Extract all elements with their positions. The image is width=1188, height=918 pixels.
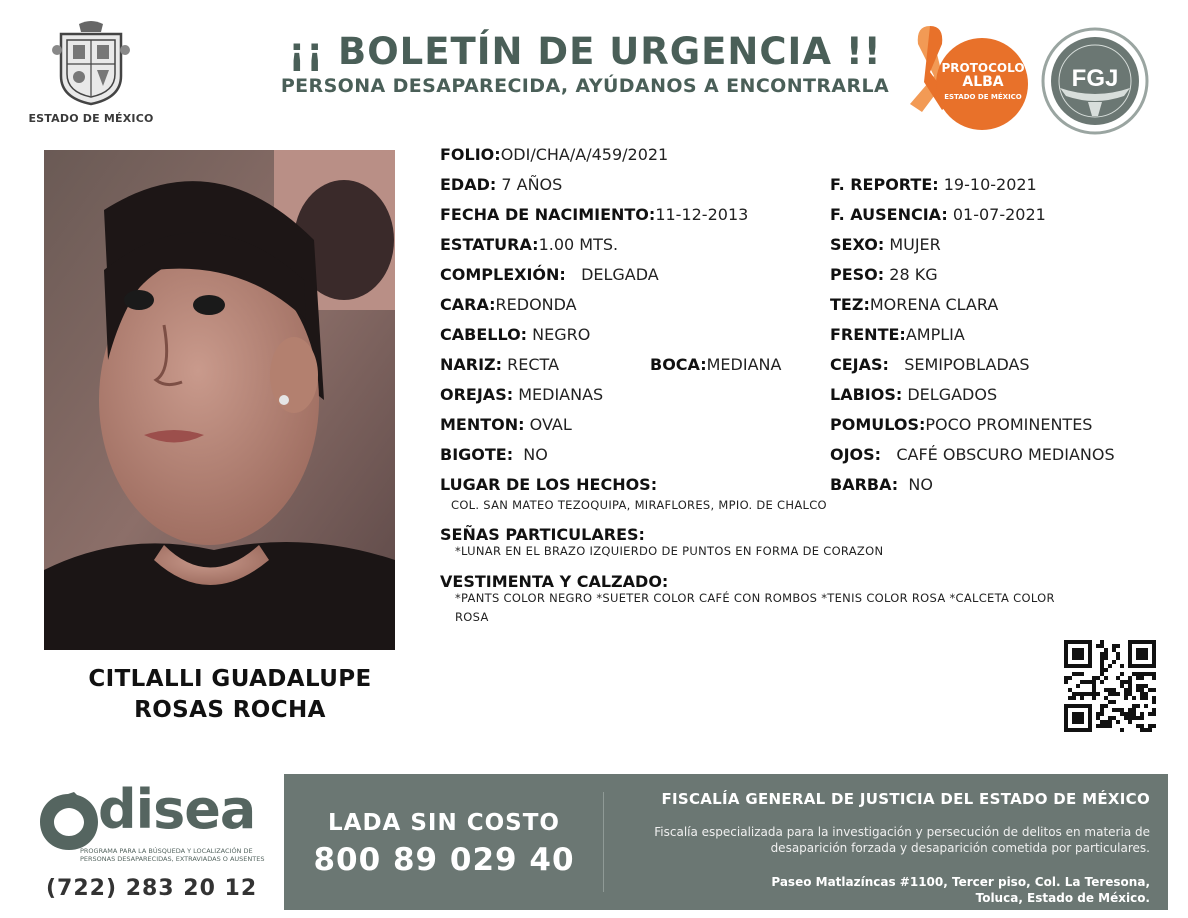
person-name (40, 664, 420, 726)
field-value: MEDIANAS (518, 385, 604, 404)
field-value: 7 AÑOS (501, 175, 563, 194)
field-frente (830, 325, 965, 344)
field-f-reporte (830, 175, 1037, 194)
bulletin-title: ¡¡ BOLETÍN DE URGENCIA !! (288, 30, 882, 73)
odisea-phone[interactable]: (722) 283 20 12 (46, 876, 258, 901)
field-pomulos (830, 415, 1092, 434)
fgj-description: Fiscalía especializada para la investigación y persecución de delitos en materia de desaparición forzada y desaparición cometida por particulares. (654, 825, 1150, 855)
field-value: REDONDA (495, 295, 577, 314)
field-value: MORENA CLARA (869, 295, 999, 314)
state-caption: ESTADO DE MÉXICO (28, 112, 154, 125)
fgj-address-line1: Paseo Matlazíncas #1100, Tercer piso, Col. La Teresona, (771, 875, 1150, 889)
field-label: OJOS: (830, 445, 882, 464)
field-label: FOLIO: (440, 145, 501, 164)
bulletin-subtitle: PERSONA DESAPARECIDA, AYÚDANOS A ENCONTRARLA (280, 75, 890, 97)
field-label: MENTON: (440, 415, 525, 434)
field-label: VESTIMENTA Y CALZADO: (440, 572, 669, 591)
field-value: NO (523, 445, 548, 464)
qr-code[interactable] (1064, 640, 1156, 732)
field-senas (440, 525, 645, 544)
field-ojos (830, 445, 1115, 464)
field-boca (650, 355, 781, 374)
field-value: DELGADOS (907, 385, 998, 404)
field-fecha-nacimiento (440, 205, 748, 224)
field-orejas (440, 385, 603, 404)
field-label: SEXO: (830, 235, 885, 254)
field-tez (830, 295, 998, 314)
field-menton (440, 415, 572, 434)
field-labios (830, 385, 997, 404)
lada-number[interactable]: 800 89 029 40 (313, 842, 575, 878)
field-sexo (830, 235, 941, 254)
odisea-description: PROGRAMA PARA LA BÚSQUEDA Y LOCALIZACIÓN DE PERSONAS DESAPARECIDAS, EXTRAVIADAS O AUSENTES (80, 847, 265, 863)
field-value: ODI/CHA/A/459/2021 (500, 145, 669, 164)
field-value: MUJER (889, 235, 941, 254)
field-label: FECHA DE NACIMIENTO: (440, 205, 656, 224)
fgj-seal (1040, 26, 1150, 136)
field-label: F. REPORTE: (830, 175, 939, 194)
field-value: 19-10-2021 (943, 175, 1037, 194)
field-label: OREJAS: (440, 385, 514, 404)
odisea-logo (34, 778, 274, 909)
alba-line1: PROTOCOLO (941, 61, 1025, 75)
fgj-seal-icon (1040, 26, 1150, 136)
field-folio (440, 145, 668, 164)
field-cabello (440, 325, 590, 344)
field-label: EDAD: (440, 175, 497, 194)
field-estatura (440, 235, 618, 254)
field-value: SEMIPOBLADAS (904, 355, 1030, 374)
field-value: MEDIANA (706, 355, 782, 374)
field-value: 28 KG (889, 265, 938, 284)
field-barba (830, 475, 933, 494)
qr-code-icon (1064, 640, 1156, 732)
field-value: RECTA (507, 355, 560, 374)
fgj-seal-letters: FGJ (1071, 65, 1119, 92)
contact-band (284, 774, 1168, 910)
field-cejas (830, 355, 1030, 374)
field-value: POCO PROMINENTES (925, 415, 1093, 434)
field-label: CEJAS: (830, 355, 889, 374)
state-coat-of-arms-icon (51, 20, 131, 106)
field-value: 1.00 MTS. (538, 235, 619, 254)
field-peso (830, 265, 938, 284)
field-f-ausencia (830, 205, 1046, 224)
person-name-line2: ROSAS ROCHA (134, 697, 326, 723)
estado-de-mexico-logo (28, 20, 154, 128)
field-bigote (440, 445, 548, 464)
field-label: BARBA: (830, 475, 899, 494)
band-divider (603, 792, 604, 892)
field-label: ESTATURA: (440, 235, 539, 254)
field-label: FRENTE: (830, 325, 906, 344)
alba-line3: ESTADO DE MÉXICO (944, 93, 1022, 101)
field-label: SEÑAS PARTICULARES: (440, 525, 645, 544)
field-complexion (440, 265, 659, 284)
field-cara (440, 295, 577, 314)
field-label: POMULOS: (830, 415, 926, 434)
missing-person-photo (44, 150, 395, 650)
field-edad (440, 175, 562, 194)
field-value: OVAL (529, 415, 572, 434)
field-value: AMPLIA (905, 325, 965, 344)
field-label: CARA: (440, 295, 496, 314)
lugar-value: COL. SAN MATEO TEZOQUIPA, MIRAFLORES, MPIO. DE CHALCO (451, 498, 827, 512)
field-label: PESO: (830, 265, 885, 284)
fgj-address-line2: Toluca, Estado de México. (975, 891, 1150, 905)
field-label: LUGAR DE LOS HECHOS: (440, 475, 658, 494)
alba-line2: ALBA (962, 74, 1004, 90)
field-value: NO (908, 475, 933, 494)
field-value: DELGADA (581, 265, 659, 284)
field-value: CAFÉ OBSCURO MEDIANOS (896, 445, 1115, 464)
field-label: CABELLO: (440, 325, 528, 344)
vestimenta-value: *PANTS COLOR NEGRO *SUETER COLOR CAFÉ CON ROMBOS *TENIS COLOR ROSA *CALCETA COLOR ROSA (455, 591, 1055, 624)
field-value: 11-12-2013 (655, 205, 749, 224)
field-label: LABIOS: (830, 385, 903, 404)
field-value: NEGRO (532, 325, 591, 344)
field-label: TEZ: (830, 295, 870, 314)
field-label: BIGOTE: (440, 445, 514, 464)
field-lugar (440, 475, 657, 494)
protocolo-alba-logo (900, 22, 1030, 132)
field-label: COMPLEXIÓN: (440, 265, 566, 284)
field-label: F. AUSENCIA: (830, 205, 948, 224)
fgj-address (771, 874, 1150, 906)
field-label: BOCA: (650, 355, 707, 374)
odisea-wordmark: disea (98, 778, 256, 841)
field-value: 01-07-2021 (952, 205, 1046, 224)
field-label: NARIZ: (440, 355, 503, 374)
portrait-image (44, 150, 395, 650)
fgj-name: FISCALÍA GENERAL DE JUSTICIA DEL ESTADO DE MÉXICO (661, 790, 1150, 808)
field-nariz (440, 355, 559, 374)
person-name-line1: CITLALLI GUADALUPE (88, 666, 372, 692)
senas-value: *LUNAR EN EL BRAZO IZQUIERDO DE PUNTOS EN FORMA DE CORAZON (455, 544, 884, 558)
lada-label: LADA SIN COSTO (328, 810, 560, 836)
